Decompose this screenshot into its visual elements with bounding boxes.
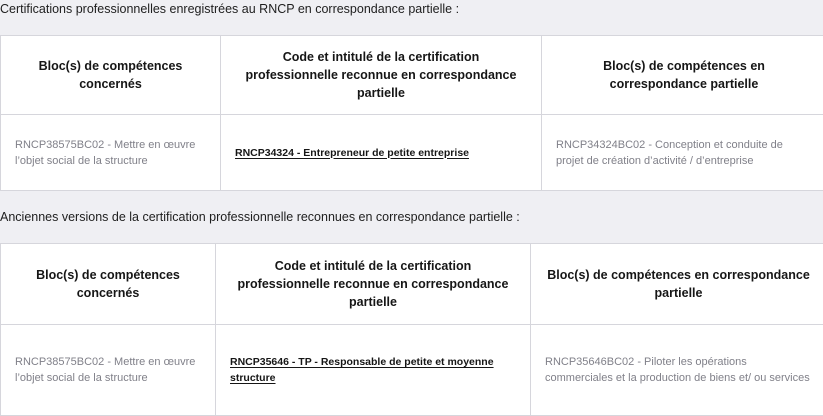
bloc-cell: RNCP38575BC02 - Mettre en œuvre l’objet social de la structure: [1, 115, 221, 191]
bloc-cell: RNCP38575BC02 - Mettre en œuvre l’objet social de la structure: [1, 325, 216, 416]
correspondance-cell: RNCP35646BC02 - Piloter les opérations commerciales et la production de biens et/ ou services: [531, 325, 823, 416]
table-row: [1, 115, 823, 191]
column-header-certification: Code et intitulé de la certification professionnelle reconnue en correspondance partielle: [216, 244, 531, 325]
certification-cell: [221, 115, 542, 191]
certification-link[interactable]: RNCP34324 - Entrepreneur de petite entreprise: [235, 147, 469, 159]
table-header-row: [1, 36, 823, 115]
section-title-previous: Anciennes versions de la certification professionnelle reconnues en correspondance partielle :: [0, 210, 520, 224]
current-certifications-table: [0, 35, 823, 191]
certification-cell: [216, 325, 531, 416]
previous-certifications-table: [0, 243, 823, 416]
column-header-blocs: Bloc(s) de compétences concernés: [1, 36, 221, 115]
table-row: [1, 325, 823, 416]
correspondance-cell: RNCP34324BC02 - Conception et conduite de projet de création d’activité / d’entreprise: [542, 115, 823, 191]
column-header-certification: Code et intitulé de la certification professionnelle reconnue en correspondance partielle: [221, 36, 542, 115]
section-title-current: Certifications professionnelles enregistrées au RNCP en correspondance partielle :: [0, 2, 459, 16]
table-header-row: [1, 244, 823, 325]
column-header-correspondance: Bloc(s) de compétences en correspondance partielle: [542, 36, 823, 115]
column-header-blocs: Bloc(s) de compétences concernés: [1, 244, 216, 325]
certification-link[interactable]: RNCP35646 - TP - Responsable de petite et moyenne structure: [230, 356, 494, 384]
column-header-correspondance: Bloc(s) de compétences en correspondance partielle: [531, 244, 823, 325]
